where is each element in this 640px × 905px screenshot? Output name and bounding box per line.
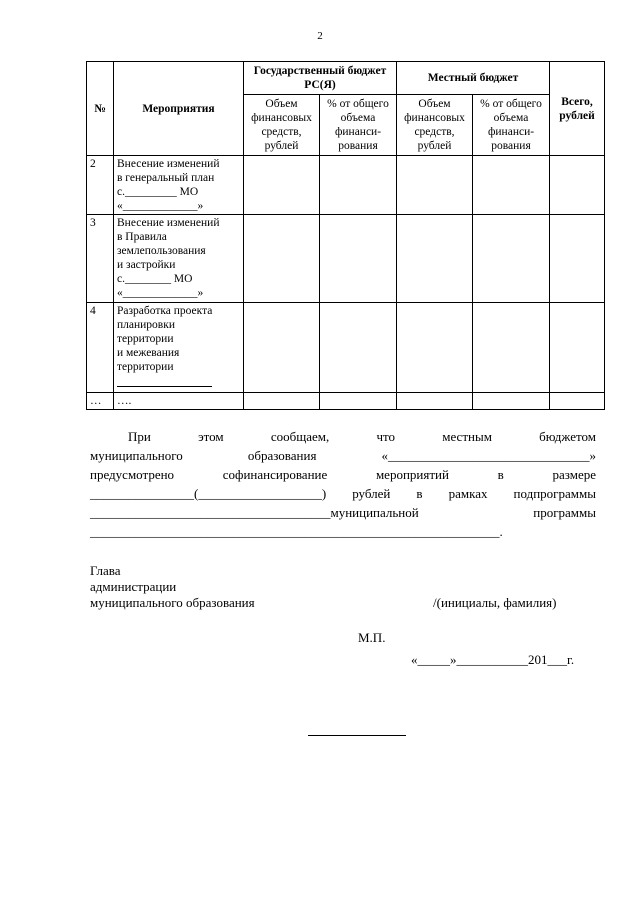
table-row (87, 393, 605, 410)
row-measure: …. (114, 393, 244, 410)
paragraph-line-3: предусмотрено софинансирование мероприятий в размере (90, 467, 596, 482)
row-measure: Внесение изменений в Правила землепользования и застройки с.________ МО «_____________» (114, 215, 244, 303)
table-cell (244, 303, 320, 393)
paragraph-line-4: ________________(___________________) рублей в рамках подпрограммы (90, 486, 596, 501)
table-cell (397, 393, 473, 410)
paragraph-line-1: При этом сообщаем, что местным бюджетом (128, 429, 596, 444)
paragraph-line-6: _______________________________________________________________. (90, 524, 503, 539)
table-cell (320, 215, 397, 303)
row-number: 4 (87, 303, 114, 393)
stamp-mark: М.П. (358, 630, 386, 645)
table-row (87, 215, 605, 303)
table-cell (244, 215, 320, 303)
paragraph-line-2: муниципального образования «_______________________________» (90, 448, 596, 463)
header-measures: Мероприятия (114, 62, 244, 156)
row-number: 3 (87, 215, 114, 303)
initials-placeholder: /(инициалы, фамилия) (433, 595, 557, 610)
table-cell (320, 393, 397, 410)
header-local-budget: Местный бюджет (397, 62, 550, 95)
header-state-budget: Государственный бюджет РС(Я) (244, 62, 397, 95)
header-number: № (87, 62, 114, 156)
table-cell (550, 303, 605, 393)
table-cell (244, 393, 320, 410)
budget-table (86, 61, 605, 410)
table-row (87, 303, 605, 393)
table-cell (320, 303, 397, 393)
table-cell (244, 156, 320, 215)
table-cell (473, 393, 550, 410)
table-cell (397, 156, 473, 215)
header-state-percent: % от общего объема финанси-рования (320, 95, 397, 156)
header-local-volume: Объем финансовых средств, рублей (397, 95, 473, 156)
table-cell (473, 215, 550, 303)
signature-block: Глава администрации муниципального образования (90, 563, 255, 610)
table-cell (397, 303, 473, 393)
header-total: Всего, рублей (550, 62, 605, 156)
table-cell (473, 303, 550, 393)
date-field: «_____»___________201___г. (411, 652, 575, 667)
header-local-percent: % от общего объема финанси-рования (473, 95, 550, 156)
header-state-volume: Объем финансовых средств, рублей (244, 95, 320, 156)
table-cell (550, 156, 605, 215)
table-cell (550, 393, 605, 410)
table-row (87, 156, 605, 215)
paragraph-line-5: _____________________________________муниципальной программы (90, 505, 596, 520)
table-cell (320, 156, 397, 215)
row-measure: Внесение изменений в генеральный план с._________ МО «_____________» (114, 156, 244, 215)
row-number: … (87, 393, 114, 410)
page-number: 2 (317, 30, 323, 42)
blank-underline (117, 374, 212, 387)
funding-paragraph (90, 427, 596, 541)
table-cell (550, 215, 605, 303)
table-cell (473, 156, 550, 215)
row-number: 2 (87, 156, 114, 215)
table-cell (397, 215, 473, 303)
bottom-divider (308, 735, 406, 736)
row-measure: Разработка проекта планировки территории и межевания территории (114, 303, 244, 393)
